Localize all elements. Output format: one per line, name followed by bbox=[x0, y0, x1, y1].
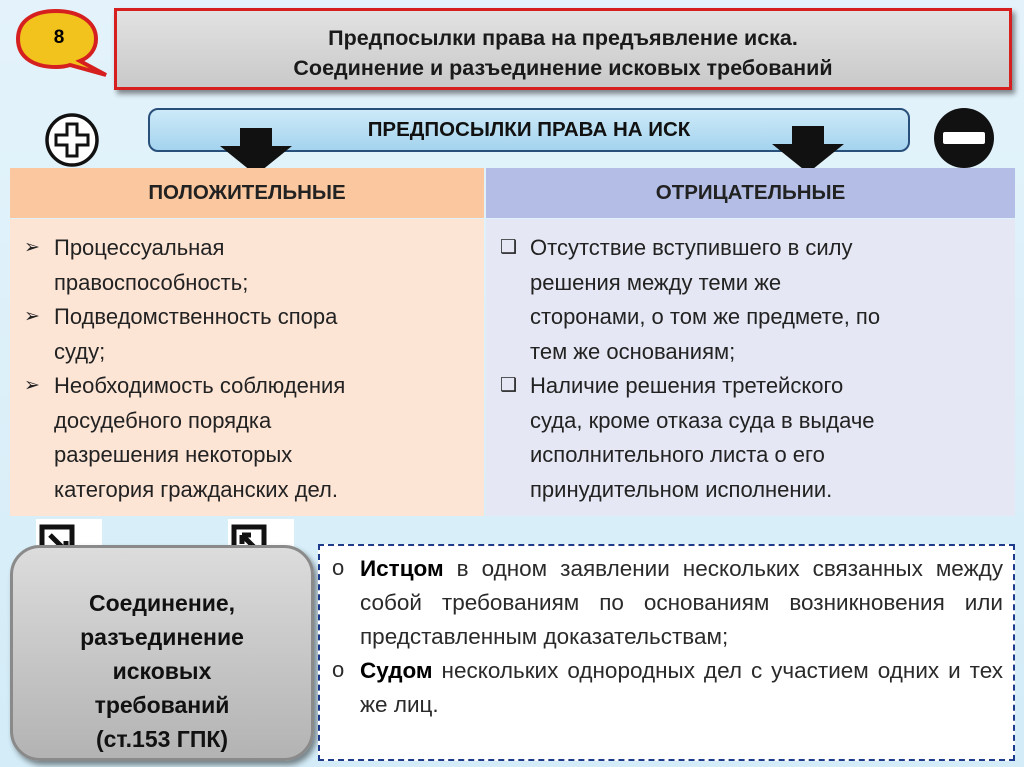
item-line: Наличие решения третейского bbox=[530, 373, 844, 398]
item-line: принудительном исполнении. bbox=[530, 476, 833, 502]
circle-bullet-icon: o bbox=[332, 555, 345, 580]
circle-bullet-icon: o bbox=[332, 657, 345, 682]
positive-item bbox=[24, 369, 474, 507]
title-line-2: Соединение и разъединение исковых требований bbox=[293, 56, 833, 80]
joinder-box bbox=[10, 545, 314, 761]
item-line: суда, кроме отказа суда в выдаче bbox=[530, 407, 875, 433]
item-line: суду; bbox=[54, 338, 106, 364]
item-line: сторонами, о том же предмете, по bbox=[530, 304, 881, 329]
title-box bbox=[114, 8, 1012, 90]
down-arrow-icon bbox=[770, 126, 846, 174]
item-line: Подведомственность спора bbox=[54, 304, 338, 329]
joinder-title-line: разъединение bbox=[80, 624, 244, 650]
minus-circle-icon bbox=[932, 106, 996, 170]
item-line: категория гражданских дел. bbox=[54, 476, 339, 502]
negative-header: ОТРИЦАТЕЛЬНЫЕ bbox=[486, 168, 1015, 218]
item-line: исполнительного листа о его bbox=[530, 442, 825, 467]
positive-list bbox=[10, 219, 484, 516]
item-line: Процессуальная bbox=[54, 235, 225, 260]
joinder-item-text: в одном заявлении нескольких связанных между собой требованиям по основаниям возникновения или представленным доказательствам; bbox=[360, 556, 1003, 649]
positive-header: ПОЛОЖИТЕЛЬНЫЕ bbox=[10, 168, 484, 218]
preconditions-table bbox=[10, 168, 1015, 516]
item-line: разрешения некоторых bbox=[54, 442, 293, 467]
joinder-title bbox=[13, 586, 311, 756]
plus-circle-icon bbox=[44, 112, 100, 168]
negative-list bbox=[486, 219, 1015, 516]
joinder-item-subject: Истцом bbox=[360, 556, 444, 581]
item-line: тем же основаниям; bbox=[530, 338, 736, 364]
negative-item bbox=[500, 369, 1005, 507]
item-line: досудебного порядка bbox=[54, 407, 272, 433]
slide-number: 8 bbox=[53, 27, 65, 48]
title-line-1: Предпосылки права на предъявление иска. bbox=[328, 26, 798, 50]
joinder-title-line: (ст.153 ГПК) bbox=[95, 726, 229, 752]
negative-item bbox=[500, 231, 1005, 369]
joinder-title-line: требований bbox=[94, 692, 230, 718]
slide-number-badge bbox=[10, 5, 108, 77]
joinder-item bbox=[324, 552, 1003, 654]
banner-preconditions: ПРЕДПОСЫЛКИ ПРАВА НА ИСК bbox=[148, 108, 910, 152]
joinder-description bbox=[318, 544, 1015, 761]
joinder-item bbox=[324, 654, 1003, 722]
arrow-bullet-icon: ➢ bbox=[24, 237, 40, 258]
item-line: Необходимость соблюдения bbox=[54, 373, 346, 398]
checkbox-bullet-icon: ❑ bbox=[500, 375, 518, 396]
joinder-title-line: исковых bbox=[112, 658, 212, 684]
joinder-item-subject: Судом bbox=[360, 658, 433, 683]
joinder-item-text: нескольких однородных дел с участием одних и тех же лиц. bbox=[360, 658, 1003, 717]
checkbox-bullet-icon: ❑ bbox=[500, 237, 518, 258]
item-line: Отсутствие вступившего в силу bbox=[530, 235, 853, 260]
arrow-bullet-icon: ➢ bbox=[24, 375, 40, 396]
item-line: правоспособность; bbox=[54, 269, 249, 295]
item-line: решения между теми же bbox=[530, 269, 782, 295]
arrow-bullet-icon: ➢ bbox=[24, 306, 40, 327]
joinder-title-line: Соединение, bbox=[88, 590, 236, 616]
positive-item bbox=[24, 231, 474, 300]
positive-item bbox=[24, 300, 474, 369]
